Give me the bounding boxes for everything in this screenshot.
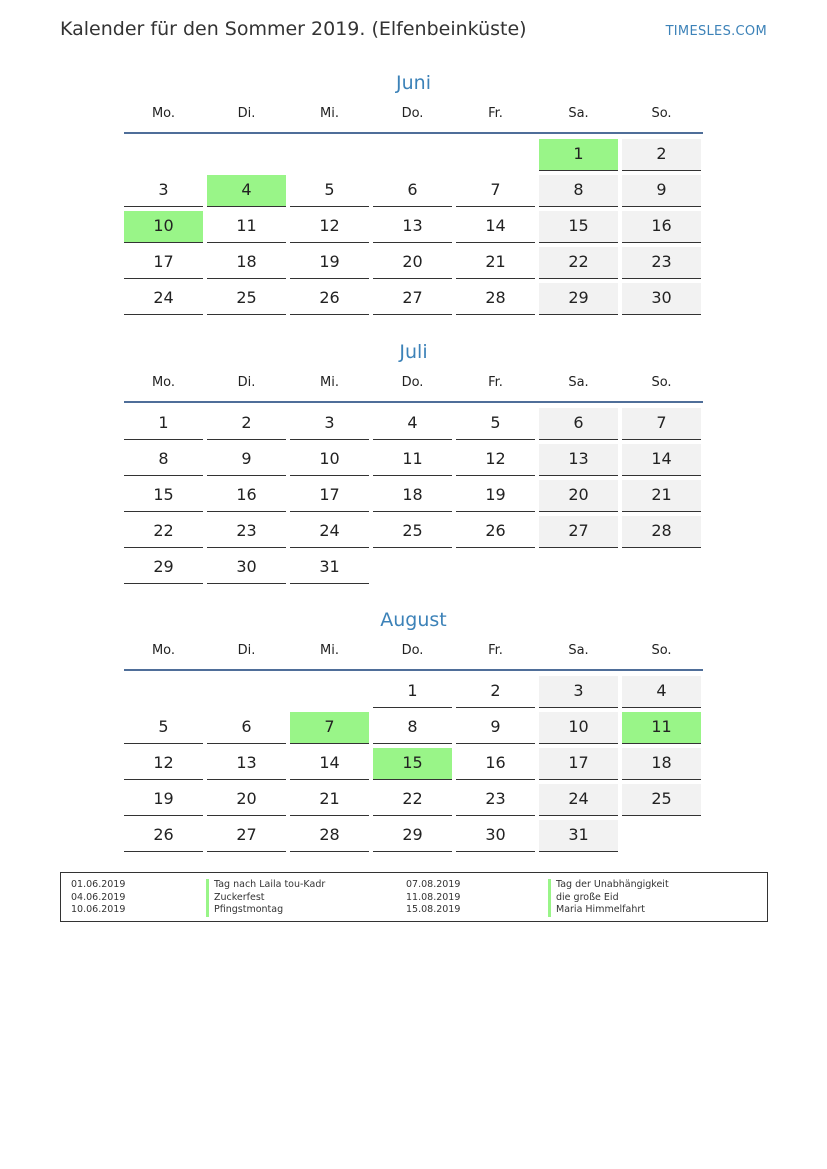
legend-names-right <box>548 879 669 917</box>
day-cell[interactable]: 25 <box>373 516 452 548</box>
weekday-label: So. <box>651 643 672 658</box>
weekday-label: Sa. <box>568 106 589 121</box>
day-cell[interactable]: 26 <box>290 283 369 315</box>
weekday-label: So. <box>651 106 672 121</box>
day-cell[interactable]: 2 <box>456 676 535 708</box>
day-cell[interactable]: 7 <box>456 175 535 207</box>
legend-holiday-name: Pfingstmontag <box>214 904 284 915</box>
day-cell[interactable]: 31 <box>290 552 369 584</box>
day-cell[interactable]: 21 <box>622 480 701 512</box>
day-cell[interactable]: 12 <box>290 211 369 243</box>
weekday-label: Fr. <box>488 375 503 390</box>
day-cell[interactable]: 28 <box>456 283 535 315</box>
day-cell[interactable]: 16 <box>456 748 535 780</box>
day-cell[interactable]: 30 <box>456 820 535 852</box>
day-cell[interactable]: 18 <box>207 247 286 279</box>
day-cell[interactable]: 5 <box>290 175 369 207</box>
day-cell[interactable]: 25 <box>207 283 286 315</box>
day-cell[interactable]: 28 <box>290 820 369 852</box>
day-cell[interactable]: 27 <box>539 516 618 548</box>
day-cell[interactable]: 6 <box>539 408 618 440</box>
day-cell[interactable]: 7 <box>290 712 369 744</box>
month-name: Juli <box>399 341 428 363</box>
legend-holiday-name: die große Eid <box>556 891 619 903</box>
day-cell[interactable]: 20 <box>207 784 286 816</box>
weekday-label: Mi. <box>320 106 339 121</box>
month-name: August <box>380 609 447 631</box>
legend-holiday-name: Tag der Unabhängigkeit <box>556 879 669 890</box>
day-cell[interactable]: 19 <box>290 247 369 279</box>
day-cell[interactable]: 7 <box>622 408 701 440</box>
day-cell[interactable]: 1 <box>373 676 452 708</box>
day-cell[interactable]: 28 <box>622 516 701 548</box>
day-grid <box>124 676 703 852</box>
empty-cell <box>290 676 369 708</box>
empty-cell <box>124 676 203 708</box>
day-cell[interactable]: 16 <box>622 211 701 243</box>
day-cell[interactable]: 1 <box>124 408 203 440</box>
weekday-label: Mi. <box>320 375 339 390</box>
day-cell[interactable]: 2 <box>622 139 701 171</box>
day-cell[interactable]: 14 <box>290 748 369 780</box>
day-cell[interactable]: 24 <box>124 283 203 315</box>
empty-cell <box>124 139 203 171</box>
day-cell[interactable]: 12 <box>124 748 203 780</box>
day-cell[interactable]: 11 <box>622 712 701 744</box>
empty-cell <box>373 139 452 171</box>
day-cell[interactable]: 22 <box>373 784 452 816</box>
page-title: Kalender für den Sommer 2019. (Elfenbeinküste) <box>60 18 527 40</box>
day-cell[interactable]: 23 <box>456 784 535 816</box>
day-cell[interactable]: 12 <box>456 444 535 476</box>
day-cell[interactable]: 6 <box>373 175 452 207</box>
legend-holiday-name: Zuckerfest <box>214 891 265 903</box>
day-cell[interactable]: 9 <box>207 444 286 476</box>
legend-holiday-name: Maria Himmelfahrt <box>556 904 645 915</box>
day-cell[interactable]: 27 <box>207 820 286 852</box>
day-cell[interactable]: 13 <box>207 748 286 780</box>
weekday-label: Di. <box>237 106 256 121</box>
day-cell[interactable]: 15 <box>373 748 452 780</box>
day-cell[interactable]: 19 <box>456 480 535 512</box>
day-cell[interactable]: 29 <box>373 820 452 852</box>
day-cell[interactable]: 27 <box>373 283 452 315</box>
day-cell[interactable]: 23 <box>207 516 286 548</box>
day-cell[interactable]: 9 <box>456 712 535 744</box>
weekday-label: Mi. <box>320 643 339 658</box>
holiday-legend <box>60 872 768 922</box>
day-cell[interactable]: 20 <box>539 480 618 512</box>
day-cell[interactable]: 5 <box>124 712 203 744</box>
day-cell[interactable]: 25 <box>622 784 701 816</box>
legend-date: 07.08.2019 <box>406 879 461 890</box>
legend-dates-right <box>406 879 460 917</box>
day-grid <box>124 408 703 584</box>
legend-date: 01.06.2019 <box>71 879 126 890</box>
legend-date: 11.08.2019 <box>406 891 461 903</box>
weekday-label: Sa. <box>568 643 589 658</box>
day-cell[interactable]: 23 <box>622 247 701 279</box>
legend-names-left <box>206 879 325 917</box>
day-cell[interactable]: 4 <box>207 175 286 207</box>
day-cell[interactable]: 29 <box>124 552 203 584</box>
day-cell[interactable]: 24 <box>539 784 618 816</box>
month-july <box>124 339 703 584</box>
day-cell[interactable]: 9 <box>622 175 701 207</box>
day-cell[interactable]: 18 <box>373 480 452 512</box>
weekday-label: So. <box>651 375 672 390</box>
month-june <box>124 70 703 315</box>
day-cell[interactable]: 14 <box>456 211 535 243</box>
header-rule <box>124 669 703 671</box>
legend-date: 04.06.2019 <box>71 891 126 903</box>
weekday-label: Do. <box>401 375 424 390</box>
day-cell[interactable]: 6 <box>207 712 286 744</box>
weekday-header <box>124 104 703 124</box>
day-cell[interactable]: 8 <box>539 175 618 207</box>
day-cell[interactable]: 8 <box>124 444 203 476</box>
day-cell[interactable]: 22 <box>539 247 618 279</box>
day-cell[interactable]: 15 <box>539 211 618 243</box>
day-cell[interactable]: 17 <box>124 247 203 279</box>
day-cell[interactable]: 4 <box>373 408 452 440</box>
legend-date: 15.08.2019 <box>406 904 461 915</box>
day-cell[interactable]: 20 <box>373 247 452 279</box>
day-cell[interactable]: 22 <box>124 516 203 548</box>
empty-cell <box>207 676 286 708</box>
weekday-label: Di. <box>237 643 256 658</box>
day-grid <box>124 139 703 315</box>
day-cell[interactable]: 11 <box>207 211 286 243</box>
day-cell[interactable]: 24 <box>290 516 369 548</box>
day-cell[interactable]: 5 <box>456 408 535 440</box>
day-cell[interactable]: 17 <box>539 748 618 780</box>
day-cell[interactable]: 13 <box>539 444 618 476</box>
header-rule <box>124 132 703 134</box>
weekday-label: Do. <box>401 106 424 121</box>
day-cell[interactable]: 17 <box>290 480 369 512</box>
day-cell[interactable]: 13 <box>373 211 452 243</box>
day-cell[interactable]: 14 <box>622 444 701 476</box>
day-cell[interactable]: 26 <box>124 820 203 852</box>
weekday-label: Mo. <box>151 106 176 121</box>
weekday-header <box>124 373 703 393</box>
day-cell[interactable]: 1 <box>539 139 618 171</box>
day-cell[interactable]: 29 <box>539 283 618 315</box>
day-cell[interactable]: 30 <box>207 552 286 584</box>
empty-cell <box>207 139 286 171</box>
day-cell[interactable]: 21 <box>456 247 535 279</box>
day-cell[interactable]: 8 <box>373 712 452 744</box>
day-cell[interactable]: 10 <box>290 444 369 476</box>
day-cell[interactable]: 26 <box>456 516 535 548</box>
day-cell[interactable]: 10 <box>539 712 618 744</box>
day-cell[interactable]: 21 <box>290 784 369 816</box>
weekday-label: Fr. <box>488 106 503 121</box>
weekday-label: Mo. <box>151 375 176 390</box>
weekday-header <box>124 641 703 661</box>
header-rule <box>124 401 703 403</box>
day-cell[interactable]: 11 <box>373 444 452 476</box>
day-cell[interactable]: 3 <box>539 676 618 708</box>
day-cell[interactable]: 18 <box>622 748 701 780</box>
day-cell[interactable]: 3 <box>290 408 369 440</box>
empty-cell <box>290 139 369 171</box>
weekday-label: Mo. <box>151 643 176 658</box>
month-august <box>124 607 703 852</box>
day-cell[interactable]: 10 <box>124 211 203 243</box>
day-cell[interactable]: 15 <box>124 480 203 512</box>
day-cell[interactable]: 31 <box>539 820 618 852</box>
day-cell[interactable]: 19 <box>124 784 203 816</box>
day-cell[interactable]: 3 <box>124 175 203 207</box>
day-cell[interactable]: 2 <box>207 408 286 440</box>
month-name: Juni <box>396 72 431 94</box>
weekday-label: Di. <box>237 375 256 390</box>
site-logo[interactable]: TIMESLES.COM <box>665 24 767 39</box>
day-cell[interactable]: 16 <box>207 480 286 512</box>
empty-cell <box>456 139 535 171</box>
weekday-label: Do. <box>401 643 424 658</box>
legend-holiday-name: Tag nach Laila tou-Kadr <box>214 879 326 890</box>
legend-date: 10.06.2019 <box>71 904 126 915</box>
legend-dates-left <box>71 879 125 917</box>
day-cell[interactable]: 4 <box>622 676 701 708</box>
weekday-label: Sa. <box>568 375 589 390</box>
day-cell[interactable]: 30 <box>622 283 701 315</box>
weekday-label: Fr. <box>488 643 503 658</box>
